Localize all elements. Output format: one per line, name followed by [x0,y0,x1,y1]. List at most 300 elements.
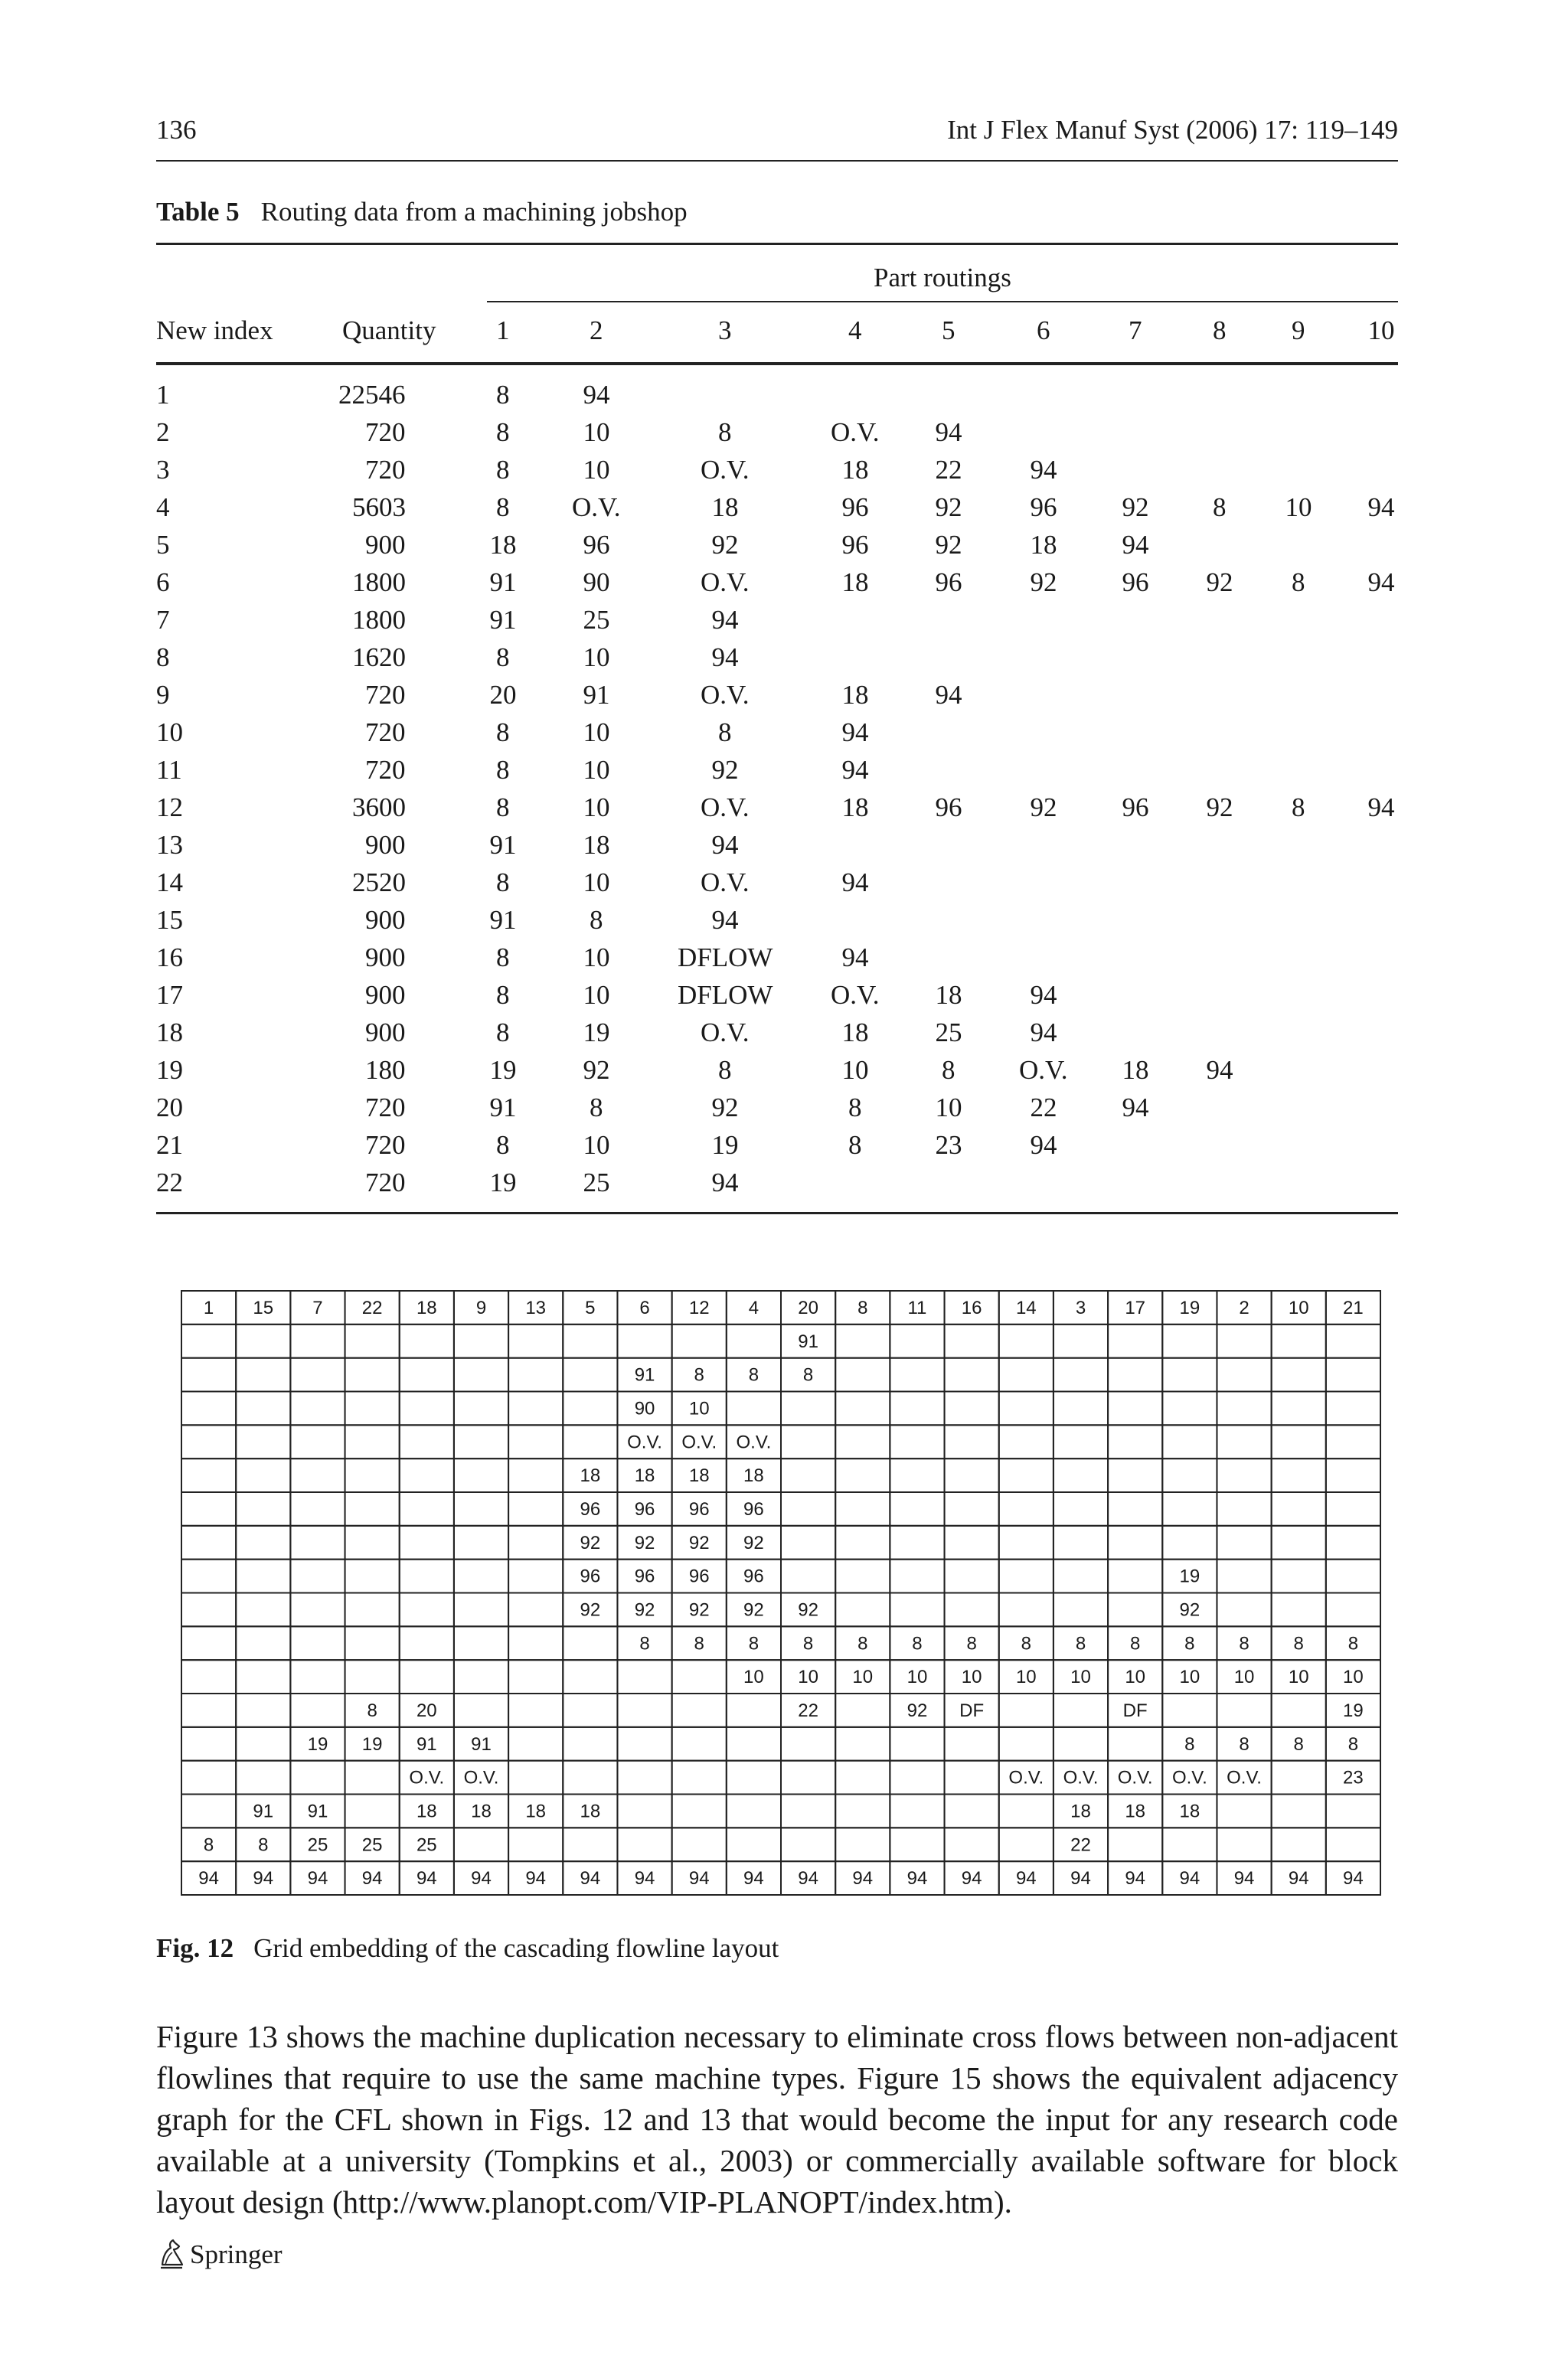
table-top-rule [156,243,1398,245]
grid-cell [400,1492,454,1526]
grid-cell-label: 18 [1125,1801,1146,1822]
row-quantity: 720 [365,1168,406,1197]
grid-cell-label: O.V. [1008,1767,1044,1788]
grid-cell [1217,1492,1271,1526]
grid-cell [454,1526,508,1560]
routing-cell: 91 [489,905,517,935]
grid-cell [1326,1392,1380,1426]
grid-cell [236,1761,290,1795]
grid-cell-label: 8 [1293,1733,1304,1755]
routing-cell: 19 [583,1018,610,1047]
routing-cell: 94 [841,942,869,972]
routing-cell: 94 [711,605,739,635]
grid-cell [400,1358,454,1392]
routing-cell: 18 [1030,530,1057,560]
grid-cell [1272,1761,1326,1795]
row-quantity: 1620 [352,642,406,672]
grid-cell-label: 8 [748,1364,760,1386]
grid-cell [508,1358,563,1392]
routing-cell: 8 [718,717,732,747]
grid-cell [1217,1828,1271,1861]
grid-cell [1326,1425,1380,1458]
grid-cell [672,1660,727,1694]
grid-cell-label: 94 [798,1868,818,1890]
routing-cell: 8 [496,717,510,747]
grid-cell [181,1626,236,1660]
grid-column-label: 7 [312,1297,323,1318]
grid-cell [1054,1694,1108,1727]
routing-cell: 8 [718,417,732,447]
row-quantity: 720 [365,417,406,447]
routing-cell: 92 [1030,567,1057,597]
routing-cell: 96 [1030,492,1057,522]
journal-running-header: Int J Flex Manuf Syst (2006) 17: 119–149 [947,115,1398,145]
grid-cell-label: 8 [858,1633,868,1654]
column-header-routing: 1 [496,315,510,345]
grid-cell [345,1626,400,1660]
grid-cell-label: 18 [416,1801,437,1822]
table-bottom-rule [156,1212,1398,1214]
grid-cell [345,1325,400,1358]
column-header-routing: 5 [942,315,956,345]
grid-cell [508,1526,563,1560]
grid-cell [835,1392,890,1426]
grid-cell [999,1325,1054,1358]
grid-cell [781,1727,835,1761]
routing-cell: 96 [841,492,869,522]
row-quantity: 1800 [352,567,406,597]
grid-cell [999,1425,1054,1458]
row-index: 6 [156,567,170,597]
grid-cell [890,1828,944,1861]
column-header-routing: 8 [1213,315,1227,345]
grid-cell-label: 96 [634,1498,655,1520]
grid-cell [835,1593,890,1627]
grid-cell [1217,1425,1271,1458]
grid-cell [1054,1458,1108,1492]
grid-cell [563,1660,617,1694]
grid-cell-label: 92 [688,1532,710,1553]
grid-cell-label: 94 [307,1868,328,1890]
grid-cell-label: 10 [906,1667,928,1688]
grid-cell-label: 94 [416,1868,437,1890]
row-index: 9 [156,680,170,710]
grid-cell-label: 10 [1288,1667,1309,1688]
grid-cell-label: 18 [1179,1801,1200,1822]
grid-cell [345,1492,400,1526]
row-quantity: 900 [365,1018,406,1047]
figure-caption-label: Fig. 12 [156,1933,234,1963]
grid-cell-label: 96 [580,1566,601,1587]
grid-column-label: 3 [1075,1297,1086,1318]
routing-cell: 94 [711,905,739,935]
routing-cell: 91 [489,1093,517,1122]
routing-cell: 92 [935,530,962,560]
routing-cell: 18 [711,492,739,522]
grid-cell-label: 92 [798,1599,818,1621]
row-index: 11 [156,755,182,785]
grid-cell [672,1761,727,1795]
routing-cell: 8 [496,492,510,522]
column-header-routing: 10 [1367,315,1395,345]
grid-cell [945,1325,999,1358]
grid-cell [1108,1392,1162,1426]
grid-cell [1272,1593,1326,1627]
grid-cell [400,1593,454,1627]
grid-cell [563,1761,617,1795]
grid-cell [1162,1694,1217,1727]
grid-cell-label: 23 [1343,1767,1364,1788]
grid-cell [727,1761,781,1795]
grid-cell [563,1626,617,1660]
grid-cell-label: 22 [798,1700,818,1721]
routing-cell: 18 [841,567,869,597]
row-index: 12 [156,792,183,822]
header-rule [156,160,1398,162]
row-index: 18 [156,1018,183,1047]
row-quantity: 900 [365,530,406,560]
grid-cell [1272,1526,1326,1560]
grid-cell [1326,1358,1380,1392]
grid-cell [890,1526,944,1560]
grid-cell [454,1358,508,1392]
column-header-routing: 6 [1037,315,1050,345]
grid-cell [454,1626,508,1660]
grid-cell [236,1458,290,1492]
grid-cell-label: 91 [634,1364,655,1386]
grid-cell-label: 18 [525,1801,547,1822]
routing-cell: 94 [841,717,869,747]
grid-cell [181,1492,236,1526]
row-index: 1 [156,380,170,410]
grid-cell [1217,1560,1271,1593]
grid-cell [727,1392,781,1426]
routing-cell: 8 [590,1093,603,1122]
routing-cell: 92 [711,1093,739,1122]
grid-cell-label: 94 [1233,1868,1255,1890]
grid-cell [890,1560,944,1593]
grid-column-label: 13 [525,1297,547,1318]
grid-cell-label: 18 [634,1465,655,1487]
grid-cell [1272,1560,1326,1593]
grid-cell [1162,1392,1217,1426]
grid-column-label: 12 [688,1297,710,1318]
routing-cell: 94 [841,867,869,897]
routing-cell: 22 [1030,1093,1057,1122]
grid-cell [400,1626,454,1660]
routing-cell: 8 [1292,792,1305,822]
grid-cell-label: 10 [1179,1667,1200,1688]
routing-cell: 10 [583,980,610,1010]
grid-cell [1272,1694,1326,1727]
row-index: 2 [156,417,170,447]
grid-cell [617,1325,671,1358]
grid-cell-label: 96 [688,1566,710,1587]
row-index: 20 [156,1093,183,1122]
row-index: 8 [156,642,170,672]
routing-cell: 18 [841,455,869,485]
grid-cell-label: O.V. [1117,1767,1153,1788]
grid-cell [945,1392,999,1426]
routing-cell: 8 [718,1055,732,1085]
grid-cell-label: 96 [743,1566,764,1587]
grid-cell [781,1392,835,1426]
grid-cell [181,1526,236,1560]
grid-cell-label: 94 [688,1868,710,1890]
routing-cell: 94 [1367,792,1395,822]
grid-cell [400,1325,454,1358]
grid-cell-label: 8 [802,1633,814,1654]
grid-cell [1217,1392,1271,1426]
routing-cell: 92 [711,530,739,560]
grid-cell [1217,1526,1271,1560]
grid-cell [835,1526,890,1560]
grid-cell [1272,1325,1326,1358]
grid-cell [1326,1526,1380,1560]
column-header-routing: 3 [718,315,732,345]
grid-cell [290,1425,345,1458]
routing-cell: 91 [583,680,610,710]
row-quantity: 720 [365,1093,406,1122]
grid-cell [236,1694,290,1727]
grid-cell [181,1593,236,1627]
routing-cell: 94 [1122,530,1149,560]
grid-cell [1217,1795,1271,1828]
grid-cell [999,1392,1054,1426]
grid-cell [290,1593,345,1627]
grid-cell [563,1694,617,1727]
row-index: 14 [156,867,183,897]
grid-cell-label: 96 [688,1498,710,1520]
grid-cell-label: 10 [688,1398,710,1419]
grid-cell [617,1694,671,1727]
grid-column-label: 2 [1239,1297,1250,1318]
routing-cell: 20 [489,680,517,710]
grid-cell-label: 92 [688,1599,710,1621]
grid-cell-label: 94 [852,1868,874,1890]
grid-cell [454,1560,508,1593]
grid-column-label: 8 [858,1297,868,1318]
grid-cell [236,1392,290,1426]
grid-cell-label: 25 [361,1834,383,1856]
grid-cell [508,1828,563,1861]
grid-cell [290,1560,345,1593]
grid-cell [890,1727,944,1761]
grid-cell-label: 94 [1288,1868,1309,1890]
grid-cell [1272,1358,1326,1392]
routing-cell: 90 [583,567,610,597]
table-caption-label: Table 5 [156,197,240,227]
grid-cell [181,1425,236,1458]
grid-column-label: 4 [748,1297,760,1318]
grid-cell [236,1560,290,1593]
grid-cell-label: 8 [694,1633,704,1654]
routing-cell: 18 [489,530,517,560]
routing-cell: 8 [496,980,510,1010]
grid-cell [181,1358,236,1392]
routing-cell: 8 [848,1130,862,1160]
grid-cell [1108,1458,1162,1492]
routing-cell: 96 [583,530,610,560]
routing-cell: O.V. [701,455,750,485]
grid-cell-label: 94 [361,1868,383,1890]
grid-cell [1054,1425,1108,1458]
routing-cell: 91 [489,567,517,597]
grid-cell [999,1492,1054,1526]
grid-cell-label: 20 [416,1700,437,1721]
routing-cell: 96 [841,530,869,560]
grid-cell [890,1795,944,1828]
grid-cell [945,1795,999,1828]
part-routings-rule [487,301,1398,302]
grid-cell [890,1325,944,1358]
grid-column-label: 6 [639,1297,650,1318]
routing-cell: 92 [1206,792,1233,822]
grid-cell-label: 10 [1015,1667,1037,1688]
row-quantity: 900 [365,830,406,860]
grid-cell [781,1828,835,1861]
routing-cell: 10 [583,942,610,972]
routing-cell: 8 [590,905,603,935]
row-quantity: 5603 [352,492,406,522]
row-quantity: 720 [365,1130,406,1160]
grid-cell [454,1425,508,1458]
routing-cell: 18 [841,1018,869,1047]
publisher-logo [156,2234,283,2275]
row-index: 4 [156,492,170,522]
grid-cell-label: 8 [1239,1733,1250,1755]
grid-cell [1326,1828,1380,1861]
grid-cell [999,1458,1054,1492]
grid-cell-label: 94 [1015,1868,1037,1890]
grid-cell [1108,1425,1162,1458]
grid-cell [1272,1492,1326,1526]
grid-cell [290,1526,345,1560]
table-header-rule [156,362,1398,365]
grid-cell-label: 94 [961,1868,982,1890]
grid-cell-label: O.V. [627,1432,662,1453]
figure-caption-text: Grid embedding of the cascading flowline layout [253,1933,779,1963]
grid-cell-label: 25 [307,1834,328,1856]
grid-cell-label: O.V. [463,1767,499,1788]
grid-cell [290,1492,345,1526]
grid-cell [508,1727,563,1761]
routing-cell: 10 [583,717,610,747]
grid-cell-label: 96 [634,1566,655,1587]
row-index: 19 [156,1055,183,1085]
body-paragraph: Figure 13 shows the machine duplication necessary to eliminate cross flows between non-adjacent flowlines that require to use the same machine types. Figure 15 shows the equivalent adjacency graph for the CFL shown in Figs. 12 and 13 that would become the input for any research code available at a university (Tompkins et al., 2003) or commercially available software for block layout design (http://www.planopt.com/VIP-PLANOPT/index.htm). [156,2019,1398,2220]
grid-cell-label: 94 [634,1868,655,1890]
grid-cell-label: DF [959,1700,985,1721]
grid-cell-label: O.V. [1227,1767,1262,1788]
row-index: 3 [156,455,170,485]
grid-cell [617,1727,671,1761]
grid-cell-label: 18 [688,1465,710,1487]
grid-cell [454,1392,508,1426]
routing-cell: 10 [841,1055,869,1085]
grid-cell [945,1358,999,1392]
row-quantity: 720 [365,680,406,710]
routing-cell: DFLOW [678,980,773,1010]
row-quantity: 900 [365,980,406,1010]
grid-cell [945,1727,999,1761]
grid-cell-label: 19 [1343,1700,1364,1721]
grid-cell-label: 18 [743,1465,764,1487]
column-header-quantity: Quantity [342,315,436,345]
grid-cell-label: 90 [634,1398,655,1419]
grid-cell [290,1458,345,1492]
grid-cell [835,1358,890,1392]
routing-cell: 10 [583,642,610,672]
row-quantity: 720 [365,717,406,747]
grid-cell-label: 8 [258,1834,269,1856]
grid-cell [1162,1358,1217,1392]
row-quantity: 22546 [338,380,406,410]
grid-cell [454,1660,508,1694]
routing-cell: 94 [583,380,610,410]
springer-horse-icon [156,2237,187,2272]
column-header-routing: 4 [848,315,862,345]
row-quantity: 720 [365,455,406,485]
row-quantity: 720 [365,755,406,785]
grid-cell [400,1526,454,1560]
grid-cell-label: O.V. [736,1432,772,1453]
column-header-routing: 7 [1129,315,1142,345]
grid-cell [617,1761,671,1795]
grid-cell-label: 94 [471,1868,492,1890]
grid-cell-label: 8 [912,1633,923,1654]
grid-cell [999,1358,1054,1392]
grid-cell [290,1626,345,1660]
grid-cell [290,1694,345,1727]
grid-cell [181,1761,236,1795]
page-number: 136 [156,115,197,145]
grid-cell [454,1694,508,1727]
routing-table [156,243,1398,1216]
routing-cell: 94 [1122,1093,1149,1122]
grid-cell [781,1761,835,1795]
grid-cell [1108,1492,1162,1526]
grid-cell [290,1358,345,1392]
grid-cell-label: 91 [253,1801,274,1822]
grid-cell-label: 8 [639,1633,650,1654]
grid-cell [400,1392,454,1426]
routing-cell: 94 [711,1168,739,1197]
grid-cell-label: 92 [743,1599,764,1621]
routing-cell: 92 [1122,492,1149,522]
grid-cell [617,1795,671,1828]
grid-cell [672,1828,727,1861]
grid-cell-label: 8 [1348,1733,1359,1755]
grid-cell-label: 8 [1075,1633,1086,1654]
grid-column-label: 22 [361,1297,383,1318]
grid-cell [1217,1458,1271,1492]
grid-column-label: 21 [1343,1297,1364,1318]
grid-cell-label: 94 [906,1868,928,1890]
routing-cell: 8 [496,942,510,972]
grid-cell [508,1560,563,1593]
grid-cell-label: 96 [743,1498,764,1520]
grid-cell [1162,1828,1217,1861]
grid-cell [781,1560,835,1593]
grid-cell [345,1358,400,1392]
grid-cell [1162,1492,1217,1526]
routing-cell: 10 [583,792,610,822]
grid-cell [1054,1593,1108,1627]
grid-cell [617,1660,671,1694]
row-quantity: 1800 [352,605,406,635]
grid-cell [181,1560,236,1593]
